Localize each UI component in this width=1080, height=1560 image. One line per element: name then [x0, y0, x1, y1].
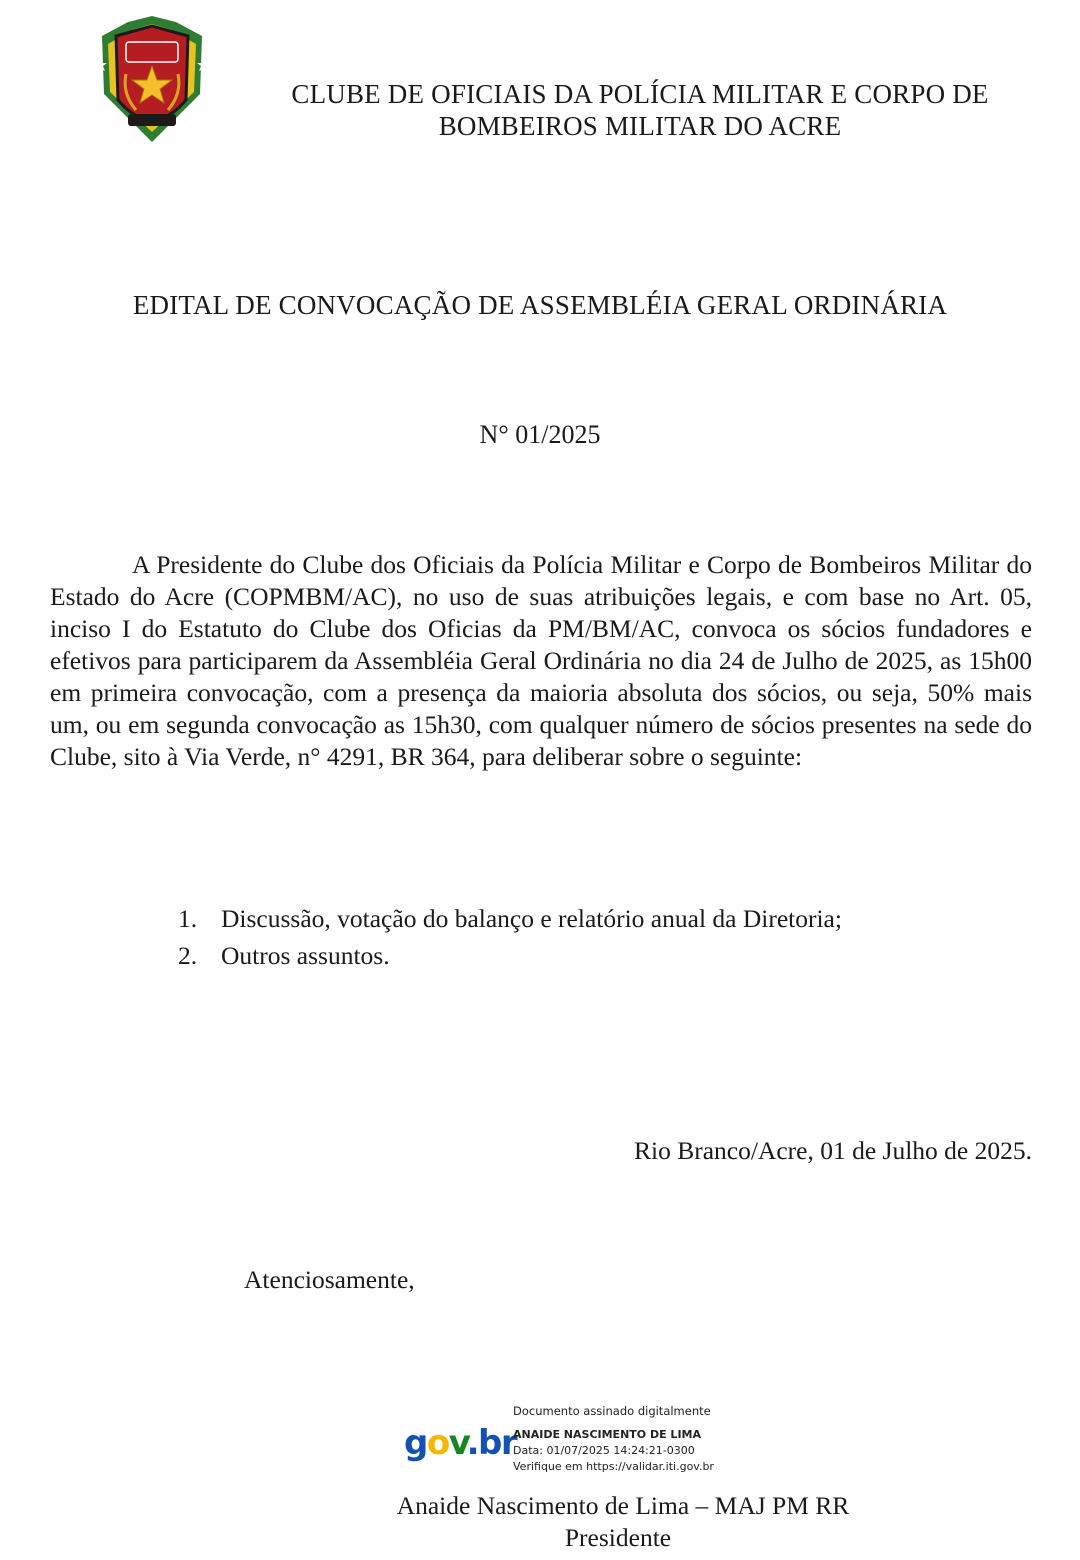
stamp-date: Data: 01/07/2025 14:24:21-0300: [513, 1444, 695, 1457]
club-shield-icon: [88, 14, 216, 148]
document-number: N° 01/2025: [479, 420, 601, 449]
document-title: EDITAL DE CONVOCAÇÃO DE ASSEMBLÉIA GERAL ORDINÁRIA: [132, 290, 948, 320]
place-and-date: Rio Branco/Acre, 01 de Julho de 2025.: [633, 1136, 1032, 1165]
club-logo: [88, 14, 216, 148]
organization-name: [250, 78, 1030, 142]
agenda-item-number: 2.: [178, 941, 198, 970]
stamp-signer-name: ANAIDE NASCIMENTO DE LIMA: [513, 1428, 701, 1441]
agenda-item: [178, 937, 842, 974]
organization-name-line2: BOMBEIROS MILITAR DO ACRE: [438, 111, 842, 141]
stamp-verify-link[interactable]: Verifique em https://validar.iti.gov.br: [513, 1460, 714, 1473]
signer-role: Presidente: [564, 1523, 672, 1552]
agenda-item-number: 1.: [178, 904, 198, 933]
agenda-item: [178, 900, 842, 937]
stamp-header: Documento assinado digitalmente: [513, 1404, 711, 1418]
agenda-list: [178, 900, 842, 974]
signer-name: Anaide Nascimento de Lima – MAJ PM RR: [396, 1491, 850, 1520]
organization-name-line1: CLUBE DE OFICIAIS DA POLÍCIA MILITAR E CORPO DE: [291, 79, 989, 109]
govbr-logo-icon: gov.br: [404, 1423, 517, 1463]
convocation-paragraph: A Presidente do Clube dos Oficiais da Polícia Militar e Corpo de Bombeiros Militar do Estado do Acre (COPMBM/AC), no uso de suas atribuições legais, e com base no Art. 05, inciso I do Estatuto do Clube dos Oficias da PM/BM/AC, convoca os sócios fundadores e efetivos para participarem da Assembléia Geral Ordinária no dia 24 de Julho de 2025, as 15h00 em primeira convocação, com a presença da maioria absoluta dos sócios, ou seja, 50% mais um, ou em segunda convocação as 15h30, com qualquer número de sócios presentes na sede do Clube, sito à Via Verde, n° 4291, BR 364, para deliberar sobre o seguinte:: [50, 550, 1032, 771]
agenda-item-text: Discussão, votação do balanço e relatório anual da Diretoria;: [221, 904, 842, 933]
digital-signature-stamp: [404, 1403, 764, 1483]
signature-stamp-text: [513, 1403, 714, 1475]
closing-salutation: Atenciosamente,: [244, 1265, 415, 1294]
agenda-item-text: Outros assuntos.: [221, 941, 390, 970]
